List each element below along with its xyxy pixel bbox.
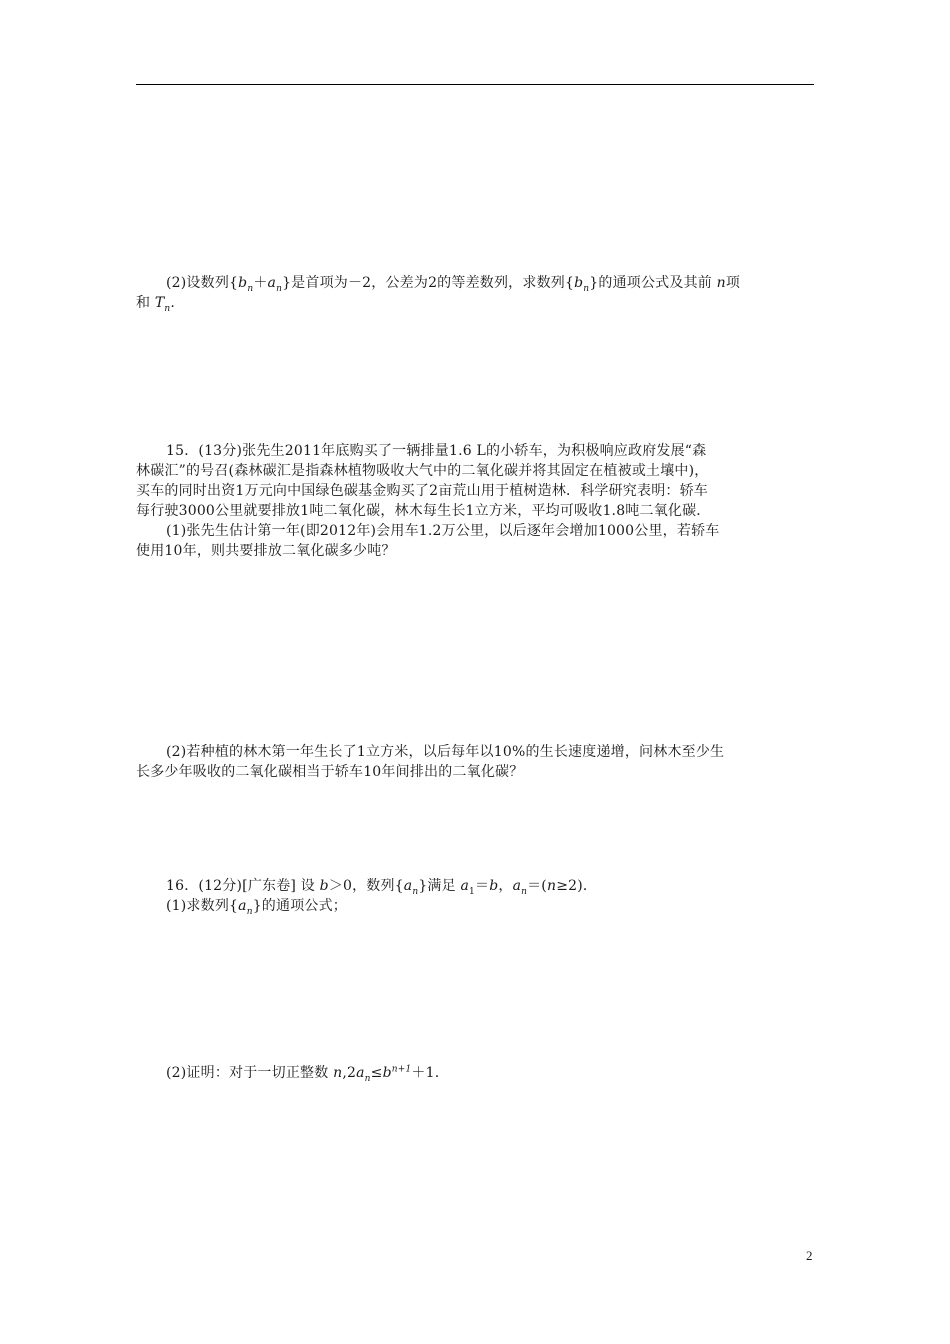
question-15-part-2 xyxy=(136,742,816,782)
q14-2-line-2: 和 $T_n$. xyxy=(136,295,176,314)
q15-line-1: 15．(13分)张先生2011年底购买了一辆排量1.6 L的小轿车，为积极响应政府发展“森 xyxy=(166,443,707,459)
question-15 xyxy=(136,441,816,561)
question-16 xyxy=(136,876,816,916)
q16-heading: 16．(12分)[广东卷] 设 b＞0，数列$\{a_n\}$满足 $a_1=b$，$a_n=(n\ge 2)$． xyxy=(166,878,598,897)
q15-part-2-line-2: 长多少年吸收的二氧化碳相当于轿车10年间排出的二氧化碳？ xyxy=(136,764,524,780)
q14-2-line-1: (2)设数列$\{b_n+a_n\}$是首项为－2，公差为2的等差数列，求数列$\{b_n\}$的通项公式及其前 n项 xyxy=(166,275,741,294)
q15-line-4: 每行驶3000公里就要排放1吨二氧化碳，林木每生长1立方米，平均可吸收1.8吨二氧化碳． xyxy=(136,503,711,519)
q15-line-3: 买车的同时出资1万元向中国绿色碳基金购买了2亩荒山用于植树造林．科学研究表明：轿车 xyxy=(136,483,709,499)
page-number: 2 xyxy=(806,1248,813,1263)
q15-line-2: 林碳汇”的号召(森林碳汇是指森林植物吸收大气中的二氧化碳并将其固定在植被或土壤中)， xyxy=(136,463,709,479)
question-16-part-2 xyxy=(136,1063,816,1083)
q16-part-1: (1)求数列$\{a_n\}$的通项公式； xyxy=(166,898,347,917)
q15-part-2-line-1: (2)若种植的林木第一年生长了1立方米，以后每年以10%的生长速度递增，问林木至少生 xyxy=(166,744,725,760)
header-rule xyxy=(136,84,814,85)
q15-part-1-line-1: (1)张先生估计第一年(即2012年)会用车1.2万公里，以后逐年会增加1000公里，若轿车 xyxy=(166,523,720,539)
q16-part-2: (2)证明：对于一切正整数 $n,2a_n\le b^{n+1}+1$. xyxy=(166,1064,440,1084)
question-14-part-2 xyxy=(136,273,816,313)
q15-part-1-line-2: 使用10年，则共要排放二氧化碳多少吨？ xyxy=(136,543,396,559)
